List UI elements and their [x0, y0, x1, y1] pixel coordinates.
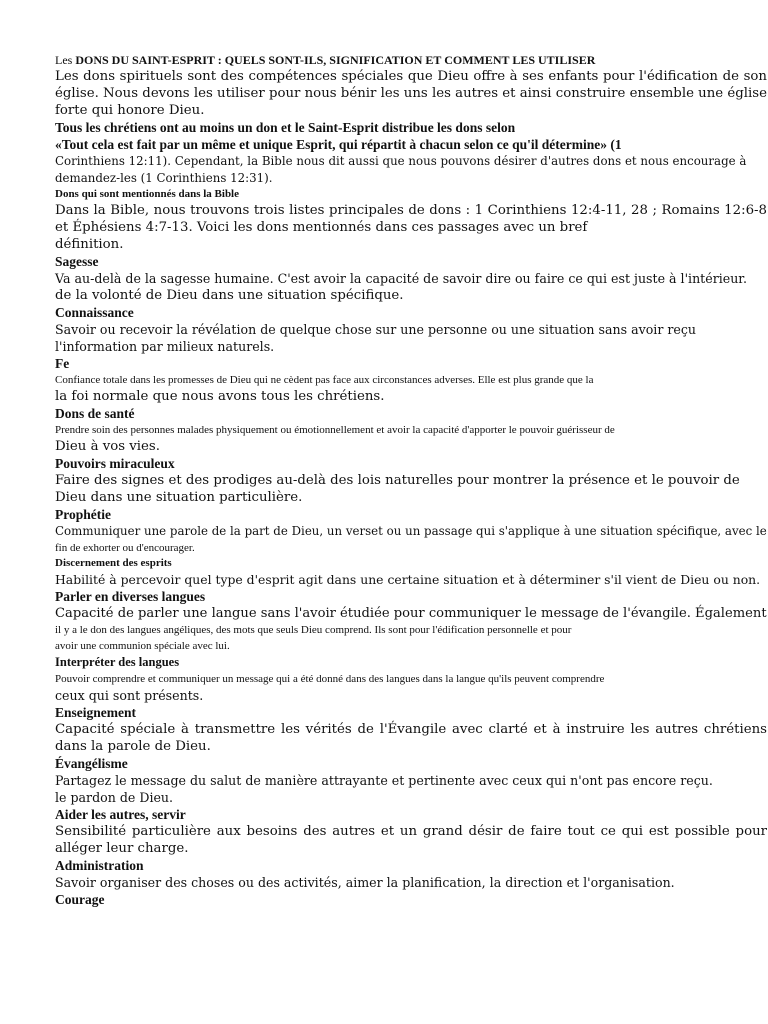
gift-text-miracles: Faire des signes et des prodiges au-delà des lois naturelles pour montrer la présence et le pouvoir de Dieu dans une situation particulière. — [55, 473, 740, 505]
gift-heading-enseignement: Enseignement — [55, 705, 136, 720]
intro-paragraph: Les dons spirituels sont des compétences spéciales que Dieu offre à ses enfants pour l'édification de son église. Nous devons les utiliser pour nous bénir les uns les autres et ainsi construire ensemble une église forte qui honore Dieu. — [55, 69, 767, 118]
gift-heading-prophetie: Prophétie — [55, 507, 111, 522]
gift-heading-courage: Courage — [55, 892, 105, 907]
gift-heading-sagesse: Sagesse — [55, 254, 99, 269]
title-lead: Les — [55, 53, 76, 67]
gift-text-fe-1: Confiance totale dans les promesses de Dieu qui ne cèdent pas face aux circonstances adverses. Elle est plus grande que la — [55, 374, 594, 386]
gift-text-discernement: Habilité à percevoir quel type d'esprit agit dans une certaine situation et à déterminer s'il vient de Dieu ou non. — [55, 572, 761, 587]
title-main: DONS DU SAINT-ESPRIT : QUELS SONT-ILS, SIGNIFICATION ET COMMENT LES UTILISER — [75, 53, 596, 67]
page-title — [55, 52, 767, 68]
lists-paragraph-end: définition. — [55, 237, 124, 252]
lists-paragraph: Dans la Bible, nous trouvons trois listes principales de dons : 1 Corinthiens 12:4-11, 28 ; Romains 12:6-8 et Éphésiens 4:7-13. Voici les dons mentionnés dans ces passages avec un bref — [55, 203, 767, 235]
gift-text-administration: Savoir organiser des choses ou des activités, aimer la planification, la direction et l'organisation. — [55, 875, 675, 890]
gift-text-sante-2: Dieu à vos vies. — [55, 439, 160, 454]
gift-heading-administration: Administration — [55, 858, 144, 873]
gift-text-sagesse-2: de la volonté de Dieu dans une situation spécifique. — [55, 288, 404, 303]
gift-text-interpreter-1: Pouvoir comprendre et communiquer un message qui a été donné dans des langues dans la langue qu'ils peuvent comprendre — [55, 673, 605, 685]
gift-text-connaissance: Savoir ou recevoir la révélation de quelque chose sur une personne ou une situation sans avoir reçu l'information par milieux naturels. — [55, 322, 696, 354]
gift-text-aider: Sensibilité particulière aux besoins des autres et un grand désir de faire tout ce qui est possible pour alléger leur charge. — [55, 824, 767, 856]
gift-heading-interpreter: Interpréter des langues — [55, 655, 180, 669]
quote-continuation-2: demandez-les (1 Corinthiens 12:31). — [55, 171, 273, 185]
document-page — [55, 52, 767, 908]
gift-text-fe-2: la foi normale que nous avons tous les chrétiens. — [55, 389, 385, 404]
gift-heading-langues: Parler en diverses langues — [55, 589, 206, 604]
gift-text-langues-3: avoir une communion spéciale avec lui. — [55, 640, 230, 652]
gift-text-evangelisme-2: le pardon de Dieu. — [55, 790, 174, 805]
gift-text-langues-1: Capacité de parler une langue sans l'avoir étudiée pour communiquer le message de l'évangile. Également — [55, 606, 767, 621]
gift-text-evangelisme-1: Partagez le message du salut de manière attrayante et pertinente avec ceux qui n'ont pas encore reçu. — [55, 773, 713, 788]
heading-gifts-mentioned: Dons qui sont mentionnés dans la Bible — [55, 188, 239, 200]
heading-all-christians: Tous les chrétiens ont au moins un don et le Saint-Esprit distribue les dons selon — [55, 120, 516, 135]
quote-bold: «Tout cela est fait par un même et unique Esprit, qui répartit à chacun selon ce qu'il détermine» (1 — [55, 137, 622, 152]
gift-text-interpreter-2: ceux qui sont présents. — [55, 688, 204, 703]
gift-text-enseignement: Capacité spéciale à transmettre les vérités de l'Évangile avec clarté et à instruire les autres chrétiens dans la parole de Dieu. — [55, 722, 767, 754]
gift-heading-miracles: Pouvoirs miraculeux — [55, 456, 175, 471]
gift-text-sagesse-1: Va au-delà de la sagesse humaine. C'est avoir la capacité de savoir dire ou faire ce qui est juste à l'intérieur. — [55, 271, 747, 286]
gift-text-prophetie-1: Communiquer une parole de la part de Dieu, un verset ou un passage qui s'applique à une situation spécifique, avec le — [55, 524, 767, 538]
gift-heading-connaissance: Connaissance — [55, 305, 134, 320]
quote-continuation-1: Corinthiens 12:11). Cependant, la Bible nous dit aussi que nous pouvons désirer d'autres dons et nous encourage à — [55, 154, 747, 168]
gift-heading-sante: Dons de santé — [55, 406, 135, 421]
gift-heading-evangelisme: Évangélisme — [55, 756, 128, 771]
gift-heading-discernement: Discernement des esprits — [55, 557, 172, 569]
gift-heading-aider: Aider les autres, servir — [55, 807, 186, 822]
gift-text-langues-2: il y a le don des langues angéliques, des mots que seuls Dieu comprend. Ils sont pour l'édification personnelle et pour — [55, 624, 572, 636]
gift-text-sante-1: Prendre soin des personnes malades physiquement ou émotionnellement et avoir la capacité d'apporter le pouvoir guérisseur de — [55, 424, 615, 436]
gift-heading-fe: Fe — [55, 356, 70, 371]
gift-text-prophetie-2: fin de exhorter ou d'encourager. — [55, 542, 195, 554]
